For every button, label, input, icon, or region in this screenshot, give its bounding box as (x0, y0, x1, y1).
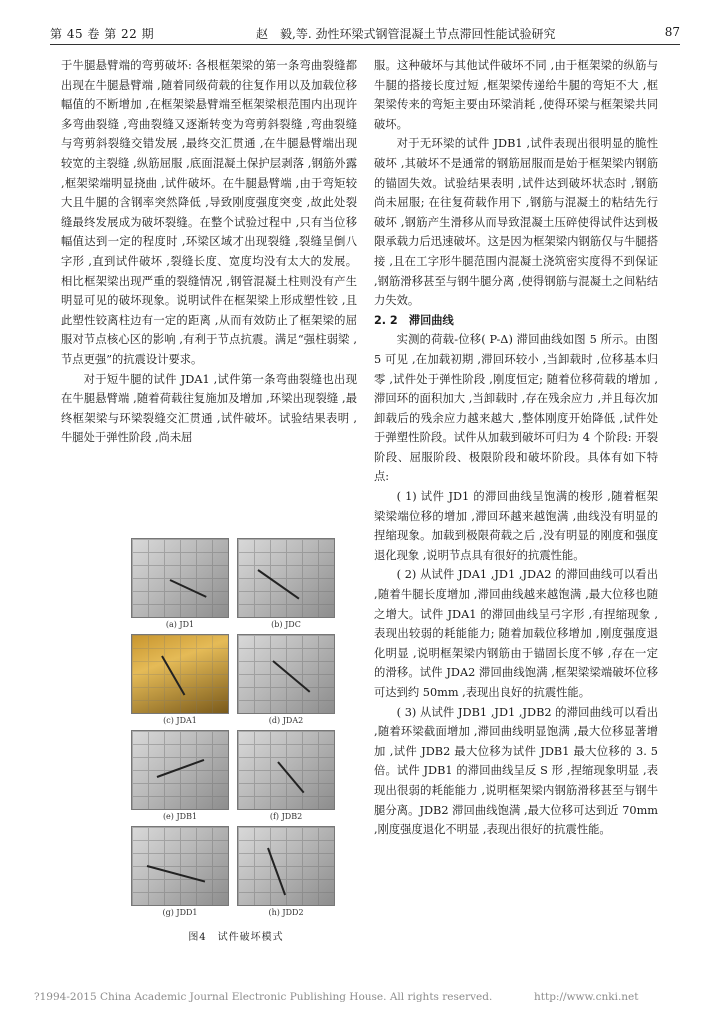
figure-panel (130, 730, 230, 826)
panel-caption: (d) JDA2 (268, 716, 304, 725)
right-paragraph-2: 对于无环梁的试件 JDB1 ,试件表现出很明显的脆性破坏 ,其破坏不是通常的钢筋屈服而是始于框架梁内钢筋的锚固失效。试验结果表明 ,试件达到破坏状态时 ,钢筋尚未屈服; 在往复荷载作用下 ,钢筋与混凝土的粘结先行破坏 ,钢筋产生滑移从而导致混凝土压碎使得试件达到极限承载力后迅速破坏。这是因为框架梁内钢筋仅与牛腿搭接 ,且在工字形牛腿范围内混凝土浇筑密实度得不到保证 ,钢筋滑移甚至与钢牛腿分离 ,使得钢筋与混凝土之间粘结力失效。 (374, 137, 658, 308)
figure-panel (236, 538, 336, 634)
page-number: 87 (664, 25, 680, 39)
specimen-photo-jdd1 (131, 826, 229, 906)
panel-caption: (a) JD1 (165, 620, 195, 629)
left-paragraph-1: 于牛腿悬臂端的弯剪破坏: 各根框架梁的第一条弯曲裂缝都出现在牛腿悬臂端 ,随着同级荷载的往复作用以及加载位移幅值的不断增加 ,在框架梁悬臂端至框架梁根范围内出现许多弯曲裂缝 ,弯曲裂缝又逐渐转变为弯剪斜裂缝 ,弯曲裂缝与弯剪斜裂缝交错发展 ,最终交汇贯通 ,在牛腿悬臂端出现较宽的主裂缝 ,纵筋屈服 ,底面混凝土保护层剥落 ,钢筋外露 ,框架梁端明显挠曲 ,试件破坏。在牛腿悬臂端 ,由于弯矩较大且牛腿的含钢率突然降低 ,导致刚度强度突变 ,故此处裂缝最终发展成为破坏裂缝。在整个试验过程中 ,只有当位移幅值达到一定的程度时 ,环梁区域才出现裂缝 ,裂缝呈倒八字形 ,直到试件破坏 ,裂缝长度、宽度均没有太大的发展。相比框架梁出现严重的裂缝情况 ,钢管混凝土柱则没有产生明显可见的破坏现象。说明试件在框架梁上形成塑性铰 ,且此塑性铰离柱边有一定的距离 ,从而有效防止了框架梁的屈服对节点核心区的影响 ,有利于节点抗震。满足“强柱弱梁 ,节点更强”的抗震设计要求。 (61, 59, 357, 366)
figure-panel (236, 730, 336, 826)
figure-panel (236, 634, 336, 730)
specimen-photo-jd1 (131, 538, 229, 618)
panel-caption: (g) JDD1 (162, 908, 198, 917)
panel-caption: (b) JDC (271, 620, 301, 629)
figure-grid (130, 538, 342, 922)
figure-panel (130, 634, 230, 730)
panel-caption: (c) JDA1 (163, 716, 197, 725)
panel-caption: (f) JDB2 (269, 812, 303, 821)
journal-issue: 第 45 卷 第 22 期 (50, 27, 155, 41)
figure-4 (130, 538, 342, 943)
figure-caption: 图4 试件破坏模式 (188, 932, 284, 943)
specimen-photo-jdc (237, 538, 335, 618)
right-paragraph-3: 实测的荷载-位移( P-Δ) 滞回曲线如图 5 所示。由图 5 可见 ,在加载初期 ,滞回环较小 ,当卸载时 ,位移基本归零 ,试件处于弹性阶段 ,刚度恒定; 随着位移荷载的增加 ,滞回环的面积加大 ,当卸载时 ,存在残余应力 ,并且每次加卸载后的残余应力越来越大 ,整体刚度开始降低 ,试件处于弹塑性阶段。试件从加载到破坏可归为 4 个阶段: 开裂阶段、屈服阶段、极限阶段和破坏阶段。具体有如下特点: (374, 333, 658, 484)
copyright-notice: ?1994-2015 China Academic Journal Electronic Publishing House. All rights reserved. (34, 991, 493, 1003)
footer-url: http://www.cnki.net (534, 991, 639, 1003)
specimen-photo-jdb2 (237, 730, 335, 810)
right-paragraph-6: ( 3) 从试件 JDB1 ,JD1 ,JDB2 的滞回曲线可以看出 ,随着环梁截面增加 ,滞回曲线明显饱满 ,最大位移显著增加 ,试件 JDB2 最大位移为试件 JDB1 最大位移的 3. 5 倍。试件 JDB1 的滞回曲线呈反 S 形 ,捏缩现象明显 ,表现出很弱的耗能能力 ,说明框架梁内钢筋滑移甚至与钢牛腿分离。JDB2 滞回曲线饱满 ,最大位移可达到近 70mm ,刚度强度退化不明显 ,表现出很好的抗震性能。 (374, 705, 658, 837)
right-column (374, 56, 658, 840)
panel-caption: (e) JDB1 (162, 812, 198, 821)
right-paragraph-4: ( 1) 试件 JD1 的滞回曲线呈饱满的梭形 ,随着框架梁梁端位移的增加 ,滞回环越来越饱满 ,曲线没有明显的捏缩现象。加载到极限荷载之后 ,没有明显的刚度和强度退化现象 ,说明节点具有很好的抗震性能。 (374, 490, 658, 562)
page-footer (34, 991, 694, 1003)
left-column (61, 56, 357, 448)
section-heading: 2. 2 滞回曲线 (374, 313, 454, 327)
running-title: 赵 毅,等. 劲性环梁式钢管混凝土节点滞回性能试验研究 (256, 27, 556, 41)
figure-panel (130, 538, 230, 634)
figure-panel (236, 826, 336, 922)
panel-caption: (h) JDD2 (268, 908, 304, 917)
page-header (50, 22, 680, 45)
specimen-photo-jda2 (237, 634, 335, 714)
left-paragraph-2: 对于短牛腿的试件 JDA1 ,试件第一条弯曲裂缝也出现在牛腿悬臂端 ,随着荷载往复施加及增加 ,环梁出现裂缝 ,最终框架梁与环梁裂缝交汇贯通 ,试件破坏。试验结果表明 ,牛腿处于弹性阶段 ,尚未屈 (61, 372, 357, 445)
right-paragraph-1: 服。这种破坏与其他试件破坏不同 ,由于框架梁的纵筋与牛腿的搭接长度过短 ,框架梁传递给牛腿的弯矩不大 ,框架梁传来的弯矩主要由环梁消耗 ,使得环梁与框架梁共同破坏。 (374, 59, 658, 131)
right-paragraph-5: ( 2) 从试件 JDA1 ,JD1 ,JDA2 的滞回曲线可以看出 ,随着牛腿长度增加 ,滞回曲线越来越饱满 ,最大位移也随之增大。试件 JDA1 的滞回曲线呈弓字形 ,有捏缩现象 ,表现出较弱的耗能能力; 随着加载位移增加 ,刚度强度退化明显 ,说明框架梁内钢筋由于锚固长度不够 ,存在一定的滑移。试件 JDA2 滞回曲线饱满 ,框架梁梁端破坏位移可达到约 50mm ,表现出良好的抗震性能。 (374, 568, 658, 699)
specimen-photo-jda1 (131, 634, 229, 714)
figure-panel (130, 826, 230, 922)
specimen-photo-jdd2 (237, 826, 335, 906)
specimen-photo-jdb1 (131, 730, 229, 810)
